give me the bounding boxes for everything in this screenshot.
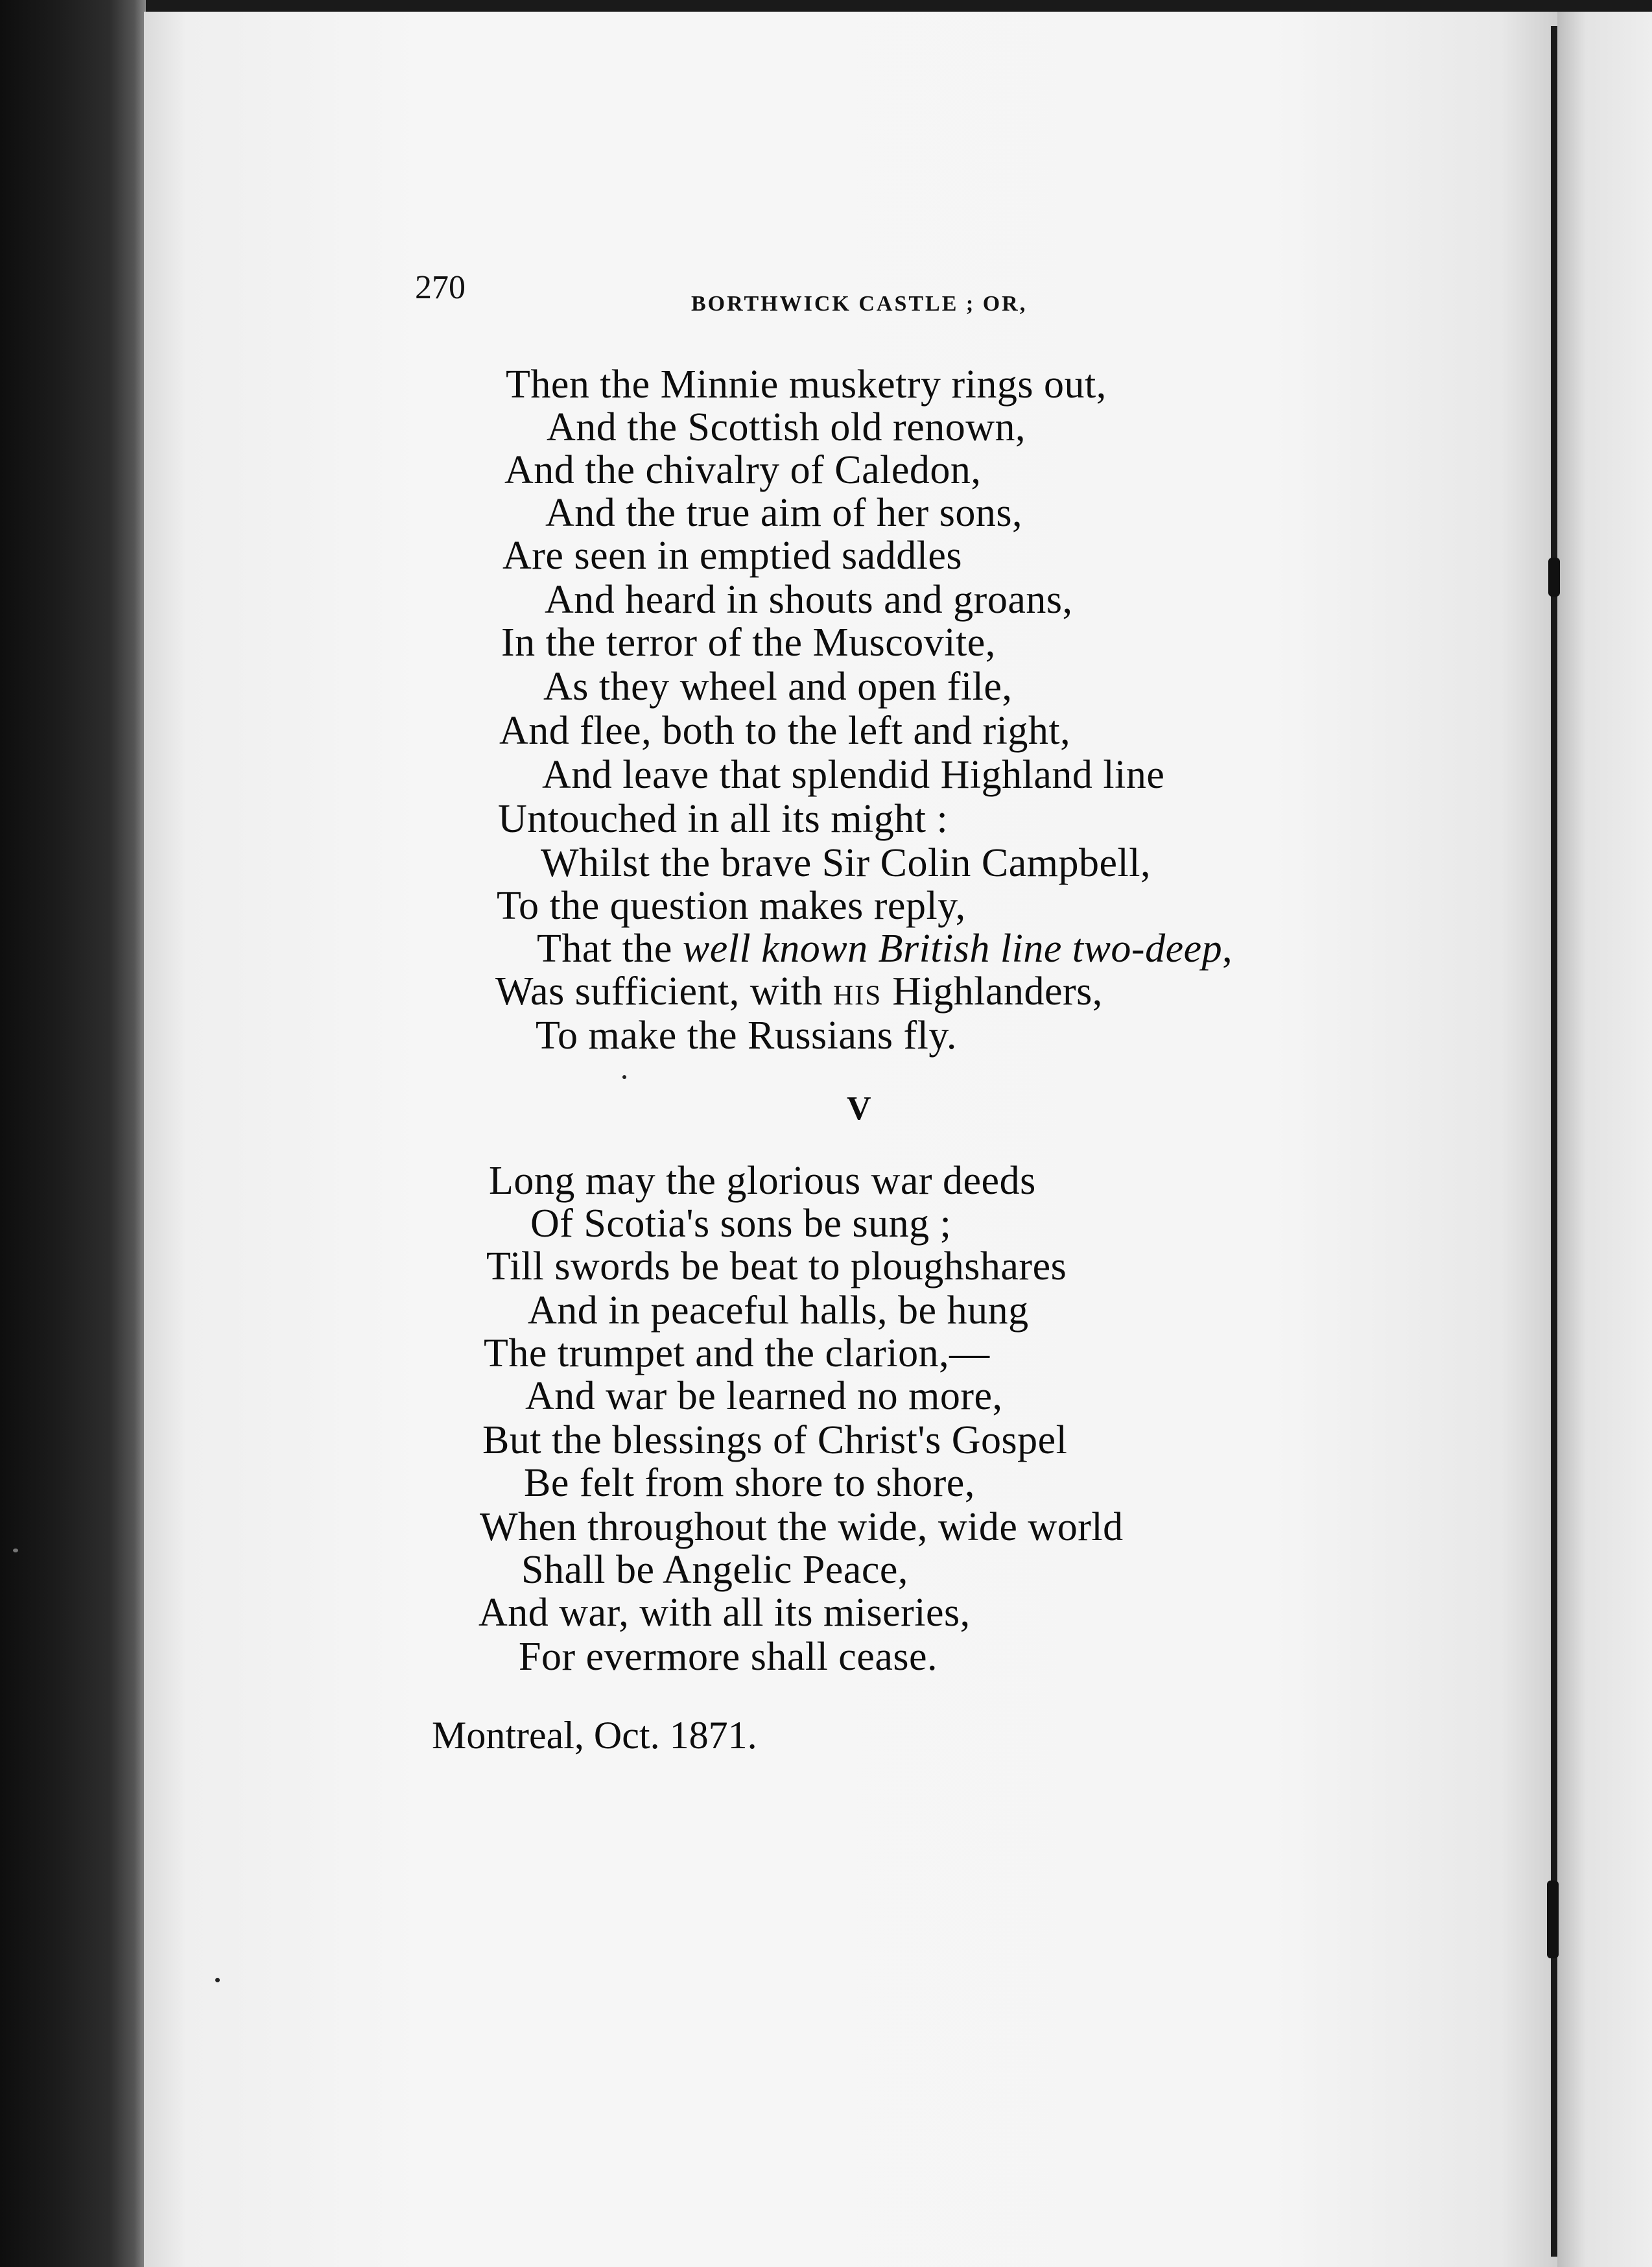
verse-line: Then the Minnie musketry rings out, [506, 362, 1107, 407]
verse-text: , [1222, 927, 1233, 971]
section-numeral: V [847, 1090, 871, 1127]
book-binding-edge [0, 0, 146, 2267]
gutter-shadow-mark [1548, 558, 1560, 597]
verse-line: And leave that splendid Highland line [542, 753, 1165, 797]
verse-line: Whilst the brave Sir Colin Campbell, [541, 841, 1151, 885]
verse-line: And in peaceful halls, be hung [528, 1288, 1029, 1333]
verse-line: And war, with all its miseries, [478, 1591, 971, 1635]
verse-line: And the Scottish old renown, [547, 405, 1026, 449]
scan-speck [215, 1978, 220, 1982]
verse-text: Highlanders, [882, 969, 1103, 1014]
page-number: 270 [415, 269, 466, 306]
verse-line: The trumpet and the clarion,— [484, 1331, 990, 1375]
scan-speck [622, 1075, 626, 1079]
verse-line: To the question makes reply, [497, 884, 966, 928]
adjacent-page-edge [1557, 12, 1652, 2267]
verse-line: For evermore shall cease. [519, 1635, 938, 1679]
verse-line: In the terror of the Muscovite, [501, 621, 996, 665]
verse-line [537, 929, 1233, 969]
verse-line: And flee, both to the left and right, [499, 709, 1071, 753]
verse-line: Shall be Angelic Peace, [521, 1548, 908, 1592]
scan-speck [13, 1549, 18, 1552]
verse-italic-text: well known British line two-deep [682, 927, 1223, 971]
verse-line: Long may the glorious war deeds [489, 1159, 1036, 1203]
book-page [144, 12, 1557, 2267]
verse-line: And war be learned no more, [525, 1374, 1003, 1418]
gutter-shadow-mark [1547, 1881, 1559, 1958]
verse-text: Was sufficient, with [495, 969, 833, 1014]
verse-line: Be felt from shore to shore, [524, 1461, 975, 1505]
verse-line: To make the Russians fly. [536, 1014, 957, 1058]
verse-line: And the chivalry of Caledon, [504, 448, 982, 492]
verse-line: When throughout the wide, wide world [480, 1505, 1124, 1549]
verse-smallcaps-text: his [832, 969, 882, 1014]
verse-line: And the true aim of her sons, [545, 491, 1022, 535]
verse-line [495, 971, 1103, 1012]
verse-line: Of Scotia's sons be sung ; [530, 1202, 952, 1246]
verse-line: And heard in shouts and groans, [545, 578, 1073, 622]
verse-line: As they wheel and open file, [543, 665, 1013, 709]
verse-line: Till swords be beat to ploughshares [486, 1244, 1067, 1288]
running-title: BORTHWICK CASTLE ; OR, [691, 292, 1028, 316]
verse-line: Untouched in all its might : [498, 797, 949, 841]
place-and-date-signature: Montreal, Oct. 1871. [432, 1714, 757, 1757]
verse-line: But the blessings of Christ's Gospel [482, 1418, 1068, 1462]
verse-text: That the [537, 927, 683, 971]
verse-line: Are seen in emptied saddles [502, 534, 963, 578]
